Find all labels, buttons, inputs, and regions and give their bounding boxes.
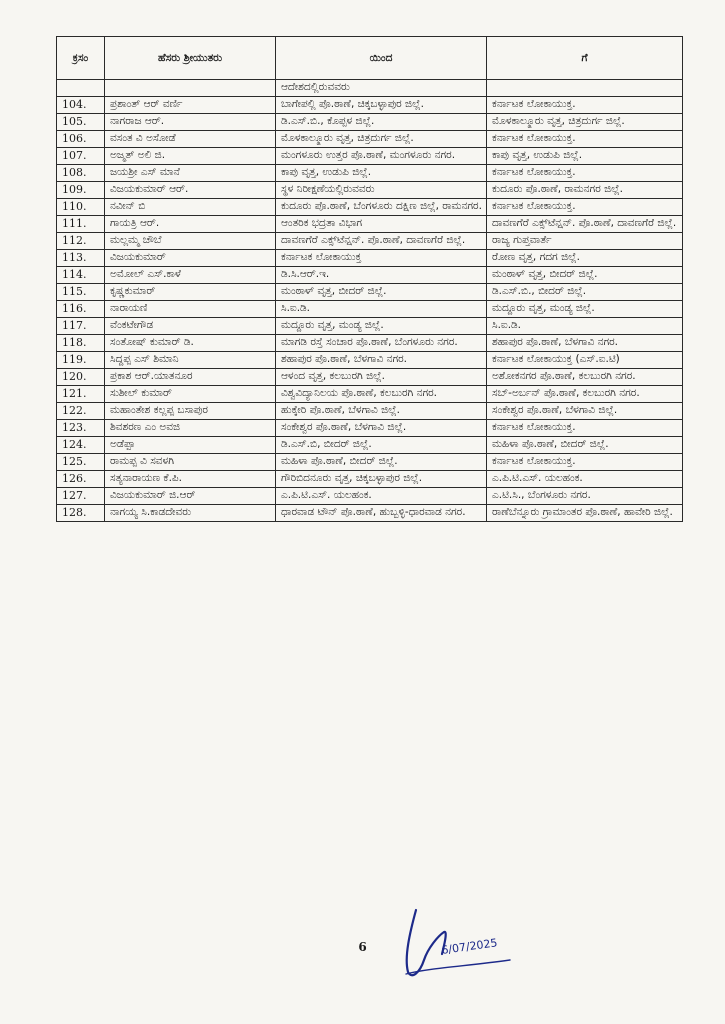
- header-from: ಯಿಂದ: [276, 37, 487, 80]
- table-row: [57, 114, 683, 131]
- cell-name: ಮಲ್ಲಮ್ಮ ಚೌಬೆ: [105, 233, 276, 250]
- table-row: [57, 437, 683, 454]
- cell-to: [487, 80, 683, 97]
- cell-to: ಮಹಿಳಾ ಪೊ.ಠಾಣೆ, ಬೀದರ್ ಜಿಲ್ಲೆ.: [487, 437, 683, 454]
- cell-serial: 120.: [57, 369, 105, 386]
- cell-to: ರಾಣೆಬೆನ್ನೂರು ಗ್ರಾಮಾಂತರ ಪೊ.ಠಾಣೆ, ಹಾವೇರಿ ಜಿಲ್ಲೆ.: [487, 505, 683, 522]
- cell-to: ಸಬ್-ಅರ್ಬನ್ ಪೊ.ಠಾಣೆ, ಕಲಬುರಗಿ ನಗರ.: [487, 386, 683, 403]
- cell-serial: 117.: [57, 318, 105, 335]
- table-row: [57, 505, 683, 522]
- table-row: [57, 148, 683, 165]
- table-row: [57, 250, 683, 267]
- cell-to: ಕರ್ನಾಟಕ ಲೋಕಾಯುಕ್ತ.: [487, 420, 683, 437]
- table-row: [57, 131, 683, 148]
- table-row: [57, 420, 683, 437]
- cell-to: ಎ.ಪಿ.ಟಿ.ಎಸ್. ಯಲಹಂಕ.: [487, 471, 683, 488]
- cell-serial: 125.: [57, 454, 105, 471]
- cell-from: ಬಾಗೇಪಲ್ಲಿ ಪೊ.ಠಾಣೆ, ಚಿಕ್ಕಬಳ್ಳಾಪುರ ಜಿಲ್ಲೆ.: [276, 97, 487, 114]
- cell-from: ಸ್ಥಳ ನಿರೀಕ್ಷಣೆಯಲ್ಲಿರುವವರು: [276, 182, 487, 199]
- cell-to: ರಾಜ್ಯ ಗುಪ್ತವಾರ್ತೆ: [487, 233, 683, 250]
- cell-name: ಸಿದ್ದಪ್ಪ ಎಸ್ ಶಿಮಾನಿ: [105, 352, 276, 369]
- cell-from: ಆಳಂದ ವೃತ್ತ, ಕಲಬುರಗಿ ಜಿಲ್ಲೆ.: [276, 369, 487, 386]
- cell-from: ವಿಶ್ವವಿದ್ಯಾನಿಲಯ ಪೊ.ಠಾಣೆ, ಕಲಬುರಗಿ ನಗರ.: [276, 386, 487, 403]
- cell-from: ಕರ್ನಾಟಕ ಲೋಕಾಯುಕ್ತ: [276, 250, 487, 267]
- table-row: [57, 386, 683, 403]
- cell-from: ಡಿ.ಎಸ್.ಬಿ, ಬೀದರ್ ಜಿಲ್ಲೆ.: [276, 437, 487, 454]
- cell-name: ಅಡೆಪ್ಪಾ: [105, 437, 276, 454]
- cell-from: ಡಿ.ಎಸ್.ಬಿ., ಕೊಪ್ಪಳ ಜಿಲ್ಲೆ.: [276, 114, 487, 131]
- table-row: [57, 454, 683, 471]
- cell-serial: 126.: [57, 471, 105, 488]
- table-row: [57, 301, 683, 318]
- cell-to: ಕರ್ನಾಟಕ ಲೋಕಾಯುಕ್ತ.: [487, 454, 683, 471]
- table-row: [57, 318, 683, 335]
- cell-name: ನವೀನ್ ಬಿ: [105, 199, 276, 216]
- cell-to: ಸಿ.ಐ.ಡಿ.: [487, 318, 683, 335]
- cell-from: ಮಂಠಾಳ್ ವೃತ್ತ, ಬೀದರ್ ಜಿಲ್ಲೆ.: [276, 284, 487, 301]
- cell-to: ಎ.ಟಿ.ಸಿ., ಬೆಂಗಳೂರು ನಗರ.: [487, 488, 683, 505]
- table-header-row: [57, 37, 683, 80]
- cell-name: ಜಯಶ್ರೀ ಎಸ್ ಮಾನೆ: [105, 165, 276, 182]
- handwritten-signature-icon: [398, 902, 518, 982]
- cell-name: ಪ್ರಶಾಂತ್ ಆರ್ ವರ್ಣಿ: [105, 97, 276, 114]
- header-name: ಹೆಸರು ಶ್ರೀಯುತರು: [105, 37, 276, 80]
- cell-to: ಸಂಕೇಶ್ವರ ಪೊ.ಠಾಣೆ, ಬೆಳಗಾವಿ ಜಿಲ್ಲೆ.: [487, 403, 683, 420]
- cell-from: ಮಂಗಳೂರು ಉತ್ತರ ಪೊ.ಠಾಣೆ, ಮಂಗಳೂರು ನಗರ.: [276, 148, 487, 165]
- cell-from: ಕಾಪು ವೃತ್ತ, ಉಡುಪಿ ಜಿಲ್ಲೆ.: [276, 165, 487, 182]
- cell-serial: 119.: [57, 352, 105, 369]
- cell-name: ಅಮೋಲ್ ಎಸ್.ಕಾಳೆ: [105, 267, 276, 284]
- cell-serial: 116.: [57, 301, 105, 318]
- cell-serial: 112.: [57, 233, 105, 250]
- table-body: [57, 80, 683, 522]
- header-to: ಗೆ: [487, 37, 683, 80]
- page-number: 6: [358, 940, 367, 954]
- cell-to: ದಾವಣಗೆರೆ ಎಕ್ಸ್‌ಟೆನ್ಷನ್. ಪೊ.ಠಾಣೆ, ದಾವಣಗೆರೆ ಜಿಲ್ಲೆ.: [487, 216, 683, 233]
- table-row: [57, 216, 683, 233]
- cell-to: ಮೊಳಕಾಲ್ಮೂರು ವೃತ್ತ, ಚಿತ್ರದುರ್ಗ ಜಿಲ್ಲೆ.: [487, 114, 683, 131]
- cell-serial: 122.: [57, 403, 105, 420]
- cell-serial: 105.: [57, 114, 105, 131]
- cell-to: ಕರ್ನಾಟಕ ಲೋಕಾಯುಕ್ತ (ಎಸ್.ಐ.ಟಿ): [487, 352, 683, 369]
- cell-serial: 128.: [57, 505, 105, 522]
- cell-to: ರೋಣ ವೃತ್ತ, ಗದಗ ಜಿಲ್ಲೆ.: [487, 250, 683, 267]
- cell-name: ಮಹಾಂತೇಶ ಕಲ್ಲಪ್ಪ ಬಸಾಪುರ: [105, 403, 276, 420]
- cell-name: ವಸಂತ ವಿ ಅಸೋಡೆ: [105, 131, 276, 148]
- cell-serial: 106.: [57, 131, 105, 148]
- table-row: [57, 284, 683, 301]
- cell-name: ಸುಶೀಲ್ ಕುಮಾರ್: [105, 386, 276, 403]
- cell-name: ನಾಗರಾಜ ಆರ್.: [105, 114, 276, 131]
- cell-name: ವಿಜಯಕುಮಾರ್: [105, 250, 276, 267]
- table-row: [57, 488, 683, 505]
- table-row: [57, 403, 683, 420]
- cell-to: ಕಾಪು ವೃತ್ತ, ಉಡುಪಿ ಜಿಲ್ಲೆ.: [487, 148, 683, 165]
- cell-from: ಸಿ.ಐ.ಡಿ.: [276, 301, 487, 318]
- cell-serial: 111.: [57, 216, 105, 233]
- cell-name: ರಾಮಪ್ಪ ವಿ ಸವಳಗಿ: [105, 454, 276, 471]
- table-row: [57, 199, 683, 216]
- cell-serial: 124.: [57, 437, 105, 454]
- cell-serial: [57, 80, 105, 97]
- cell-to: ಅಶೋಕನಗರ ಪೊ.ಠಾಣೆ, ಕಲಬುರಗಿ ನಗರ.: [487, 369, 683, 386]
- cell-name: ವಿಜಯಕುಮಾರ್ ಜಿ.ಆರ್: [105, 488, 276, 505]
- cell-serial: 110.: [57, 199, 105, 216]
- cell-name: ನಾರಾಯಣಿ: [105, 301, 276, 318]
- cell-from: ಮಾಗಡಿ ರಸ್ತೆ ಸಂಚಾರ ಪೊ.ಠಾಣೆ, ಬೆಂಗಳೂರು ನಗರ.: [276, 335, 487, 352]
- cell-from: ಹುಕ್ಕೇರಿ ಪೊ.ಠಾಣೆ, ಬೆಳಗಾವಿ ಜಿಲ್ಲೆ.: [276, 403, 487, 420]
- cell-serial: 109.: [57, 182, 105, 199]
- cell-name: ವಿಜಯಕುಮಾರ್ ಆರ್.: [105, 182, 276, 199]
- cell-name: ವೆಂಕಟೇಗೌಡ: [105, 318, 276, 335]
- table-row: [57, 335, 683, 352]
- cell-to: ಡಿ.ಎಸ್.ಬಿ., ಬೀದರ್ ಜಿಲ್ಲೆ.: [487, 284, 683, 301]
- cell-serial: 108.: [57, 165, 105, 182]
- table-row: [57, 267, 683, 284]
- cell-serial: 104.: [57, 97, 105, 114]
- cell-from: ಆದೇಶದಲ್ಲಿರುವವರು: [276, 80, 487, 97]
- table-row: [57, 165, 683, 182]
- cell-serial: 114.: [57, 267, 105, 284]
- table-row: [57, 352, 683, 369]
- table-row: [57, 369, 683, 386]
- cell-serial: 113.: [57, 250, 105, 267]
- cell-from: ಡಿ.ಸಿ.ಆರ್.ಇ.: [276, 267, 487, 284]
- cell-name: ಗಾಯತ್ರಿ ಆರ್.: [105, 216, 276, 233]
- cell-to: ಮದ್ದೂರು ವೃತ್ತ, ಮಂಡ್ಯ ಜಿಲ್ಲೆ.: [487, 301, 683, 318]
- cell-name: ಅಜ್ಮತ್ ಅಲಿ ಜಿ.: [105, 148, 276, 165]
- cell-serial: 118.: [57, 335, 105, 352]
- cell-from: ಶಹಾಪುರ ಪೊ.ಠಾಣೆ, ಬೆಳಗಾವಿ ನಗರ.: [276, 352, 487, 369]
- cell-to: ಕುದೂರು ಪೊ.ಠಾಣೆ, ರಾಮನಗರ ಜಿಲ್ಲೆ.: [487, 182, 683, 199]
- cell-to: ಕರ್ನಾಟಕ ಲೋಕಾಯುಕ್ತ.: [487, 199, 683, 216]
- table-row: [57, 80, 683, 97]
- cell-from: ಧಾರವಾಡ ಟೌನ್ ಪೊ.ಠಾಣೆ, ಹುಬ್ಬಳ್ಳಿ-ಧಾರವಾಡ ನಗರ.: [276, 505, 487, 522]
- cell-from: ದಾವಣಗೆರೆ ಎಕ್ಸ್‌ಟೆನ್ಷನ್. ಪೊ.ಠಾಣೆ, ದಾವಣಗೆರೆ ಜಿಲ್ಲೆ.: [276, 233, 487, 250]
- cell-to: ಕರ್ನಾಟಕ ಲೋಕಾಯುಕ್ತ.: [487, 165, 683, 182]
- cell-name: ನಾಗಯ್ಯ ಸಿ.ಕಾಡದೇವರು: [105, 505, 276, 522]
- svg-text:6/07/2025: 6/07/2025: [440, 936, 499, 957]
- cell-to: ಶಹಾಪುರ ಪೊ.ಠಾಣೆ, ಬೆಳಗಾವಿ ನಗರ.: [487, 335, 683, 352]
- cell-from: ಗೌರಿಬಿದನೂರು ವೃತ್ತ, ಚಿಕ್ಕಬಳ್ಳಾಪುರ ಜಿಲ್ಲೆ.: [276, 471, 487, 488]
- transfer-table: [56, 36, 683, 522]
- cell-serial: 121.: [57, 386, 105, 403]
- cell-from: ಮೊಳಕಾಲ್ಮೂರು ವೃತ್ತ, ಚಿತ್ರದುರ್ಗ ಜಿಲ್ಲೆ.: [276, 131, 487, 148]
- table-row: [57, 471, 683, 488]
- cell-to: ಮಂಠಾಳ್ ವೃತ್ತ, ಬೀದರ್ ಜಿಲ್ಲೆ.: [487, 267, 683, 284]
- cell-to: ಕರ್ನಾಟಕ ಲೋಕಾಯುಕ್ತ.: [487, 131, 683, 148]
- cell-from: ಆಂತರಿಕ ಭದ್ರತಾ ವಿಭಾಗ: [276, 216, 487, 233]
- cell-serial: 115.: [57, 284, 105, 301]
- cell-name: ಸತ್ಯನಾರಾಯಣ ಕೆ.ಪಿ.: [105, 471, 276, 488]
- header-serial: ಕ್ರಸಂ: [57, 37, 105, 80]
- table-row: [57, 97, 683, 114]
- cell-name: ಪ್ರಕಾಶ ಆರ್.ಯಾತನೂರ: [105, 369, 276, 386]
- cell-from: ಸಂಕೇಶ್ವರ ಪೊ.ಠಾಣೆ, ಬೆಳಗಾವಿ ಜಿಲ್ಲೆ.: [276, 420, 487, 437]
- cell-from: ಮಹಿಳಾ ಪೊ.ಠಾಣೆ, ಬೀದರ್ ಜಿಲ್ಲೆ.: [276, 454, 487, 471]
- cell-name: ಸಂತೋಷ್ ಕುಮಾರ್ ಡಿ.: [105, 335, 276, 352]
- table-row: [57, 233, 683, 250]
- cell-from: ಕುದೂರು ಪೊ.ಠಾಣೆ, ಬೆಂಗಳೂರು ದಕ್ಷಿಣ ಜಿಲ್ಲೆ, ರಾಮನಗರ.: [276, 199, 487, 216]
- cell-from: ಮದ್ದೂರು ವೃತ್ತ, ಮಂಡ್ಯ ಜಿಲ್ಲೆ.: [276, 318, 487, 335]
- cell-name: ಶಿವಶರಣ ಎಂ ಅವಜಿ: [105, 420, 276, 437]
- cell-serial: 123.: [57, 420, 105, 437]
- cell-name: ಕೃಷ್ಣಕುಮಾರ್: [105, 284, 276, 301]
- cell-to: ಕರ್ನಾಟಕ ಲೋಕಾಯುಕ್ತ.: [487, 97, 683, 114]
- cell-name: [105, 80, 276, 97]
- cell-from: ಎ.ಪಿ.ಟಿ.ಎಸ್. ಯಲಹಂಕ.: [276, 488, 487, 505]
- cell-serial: 107.: [57, 148, 105, 165]
- cell-serial: 127.: [57, 488, 105, 505]
- table-row: [57, 182, 683, 199]
